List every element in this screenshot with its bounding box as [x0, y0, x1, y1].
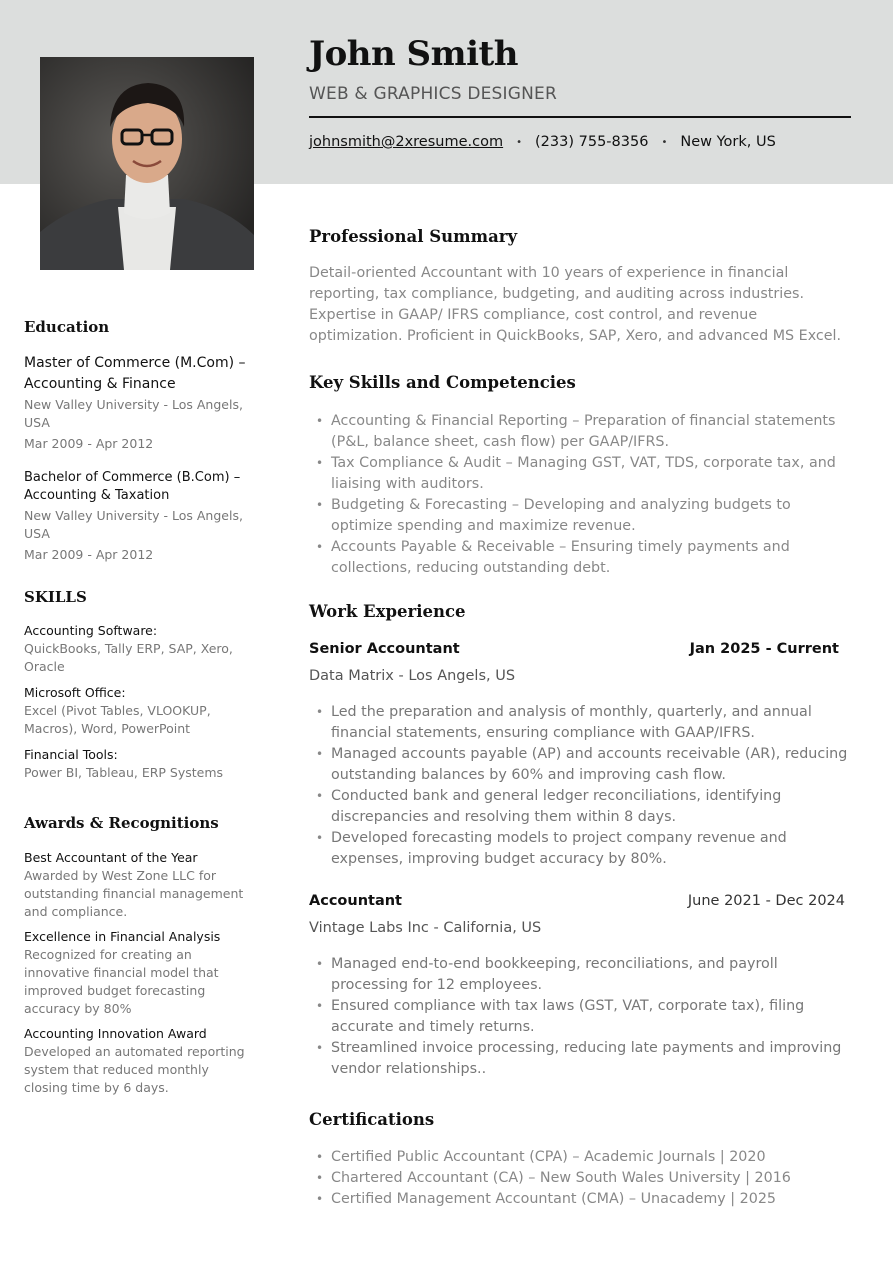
phone-number: (233) 755-8356 — [535, 134, 649, 150]
job-bullets — [309, 954, 854, 1080]
skill-label: Accounting Software: — [24, 623, 158, 638]
list-item: • Ensured compliance with tax laws (GST, VAT, corporate tax), filing accurate and timely returns. — [309, 996, 854, 1038]
skill-label: Financial Tools: — [24, 747, 118, 762]
list-item: • Led the preparation and analysis of monthly, quarterly, and annual financial statements, ensuring compliance with GAAP/IFRS. — [309, 702, 854, 744]
list-item: • Managed end-to-end bookkeeping, reconciliations, and payroll processing for 12 employees. — [309, 954, 854, 996]
skill-item — [24, 746, 249, 782]
education-heading: Education — [24, 318, 110, 336]
award-title: Best Accountant of the Year — [24, 850, 198, 865]
dates: Mar 2009 - Apr 2012 — [24, 547, 154, 562]
contact-row — [309, 134, 776, 150]
list-item: • Tax Compliance & Audit – Managing GST, VAT, TDS, corporate tax, and liaising with auditors. — [309, 453, 854, 495]
school: New Valley University - Los Angels, USA — [24, 397, 243, 430]
job-header — [309, 641, 849, 657]
list-item: • Certified Public Accountant (CPA) – Academic Journals | 2020 — [309, 1147, 854, 1168]
awards-heading: Awards & Recognitions — [24, 814, 219, 832]
separator-dot: • — [516, 136, 523, 148]
skill-value: QuickBooks, Tally ERP, SAP, Xero, Oracle — [24, 641, 233, 674]
list-item: • Accounting & Financial Reporting – Preparation of financial statements (P&L, balance sheet, cash flow) per GAAP/IFRS. — [309, 411, 854, 453]
summary-text: Detail-oriented Accountant with 10 years of experience in financial reporting, tax compliance, budgeting, and auditing across industries. Expertise in GAAP/ IFRS compliance, cost control, and revenue optimization. Proficient in QuickBooks, SAP, Xero, and advanced MS Excel. — [309, 265, 842, 344]
list-item: • Streamlined invoice processing, reducing late payments and improving vendor relationships.. — [309, 1038, 854, 1080]
header-divider — [309, 116, 851, 118]
location: New York, US — [680, 134, 776, 150]
dates: Mar 2009 - Apr 2012 — [24, 436, 154, 451]
degree: Master of Commerce (M.Com) – Accounting & Finance — [24, 355, 246, 392]
separator-dot: • — [661, 136, 668, 148]
list-item: • Accounts Payable & Receivable – Ensuring timely payments and collections, reducing outstanding debt. — [309, 537, 854, 579]
job-header — [309, 893, 845, 909]
company: Vintage Labs Inc - California, US — [309, 920, 542, 936]
skill-value: Excel (Pivot Tables, VLOOKUP, Macros), Word, PowerPoint — [24, 703, 211, 736]
education-item — [24, 353, 249, 453]
list-item: • Managed accounts payable (AP) and accounts receivable (AR), reducing outstanding balances by 60% and improving cash flow. — [309, 744, 854, 786]
job-title: Senior Accountant — [309, 641, 460, 657]
company: Data Matrix - Los Angels, US — [309, 668, 516, 684]
skill-item — [24, 622, 249, 676]
list-item: • Conducted bank and general ledger reconciliations, identifying discrepancies and resolving them within 8 days. — [309, 786, 854, 828]
award-desc: Awarded by West Zone LLC for outstanding financial management and compliance. — [24, 868, 244, 919]
skills-heading: SKILLS — [24, 588, 87, 606]
profile-photo — [40, 57, 254, 270]
school: New Valley University - Los Angels, USA — [24, 508, 243, 541]
education-item — [24, 469, 249, 564]
award-desc: Recognized for creating an innovative financial model that improved budget forecasting accuracy by 80% — [24, 947, 219, 1016]
job-title: Accountant — [309, 893, 402, 909]
degree: Bachelor of Commerce (B.Com) – Accounting & Taxation — [24, 470, 241, 503]
award-item — [24, 849, 249, 921]
key-skills-list — [309, 411, 854, 579]
award-desc: Developed an automated reporting system that reduced monthly closing time by 6 days. — [24, 1044, 245, 1095]
list-item: • Budgeting & Forecasting – Developing and analyzing budgets to optimize spending and maximize revenue. — [309, 495, 854, 537]
job-dates: Jan 2025 - Current — [689, 641, 839, 657]
summary-heading: Professional Summary — [309, 227, 518, 246]
award-title: Accounting Innovation Award — [24, 1026, 207, 1041]
skill-item — [24, 684, 249, 738]
email-link[interactable]: johnsmith@2xresume.com — [309, 134, 504, 150]
skill-label: Microsoft Office: — [24, 685, 126, 700]
job-dates: June 2021 - Dec 2024 — [687, 893, 845, 909]
skill-value: Power BI, Tableau, ERP Systems — [24, 765, 224, 780]
list-item: • Certified Management Accountant (CMA) – Unacademy | 2025 — [309, 1189, 854, 1210]
certifications-list — [309, 1147, 854, 1210]
award-title: Excellence in Financial Analysis — [24, 929, 221, 944]
left-column — [24, 318, 249, 1097]
experience-heading: Work Experience — [309, 602, 466, 621]
award-item — [24, 1025, 249, 1097]
job-title: WEB & GRAPHICS DESIGNER — [309, 84, 557, 104]
key-skills-heading: Key Skills and Competencies — [309, 373, 576, 392]
award-item — [24, 928, 249, 1018]
job-bullets — [309, 702, 854, 870]
list-item: • Developed forecasting models to project company revenue and expenses, improving budget accuracy by 80%. — [309, 828, 854, 870]
candidate-name: John Smith — [309, 34, 518, 74]
list-item: • Chartered Accountant (CA) – New South Wales University | 2016 — [309, 1168, 854, 1189]
certifications-heading: Certifications — [309, 1110, 435, 1129]
